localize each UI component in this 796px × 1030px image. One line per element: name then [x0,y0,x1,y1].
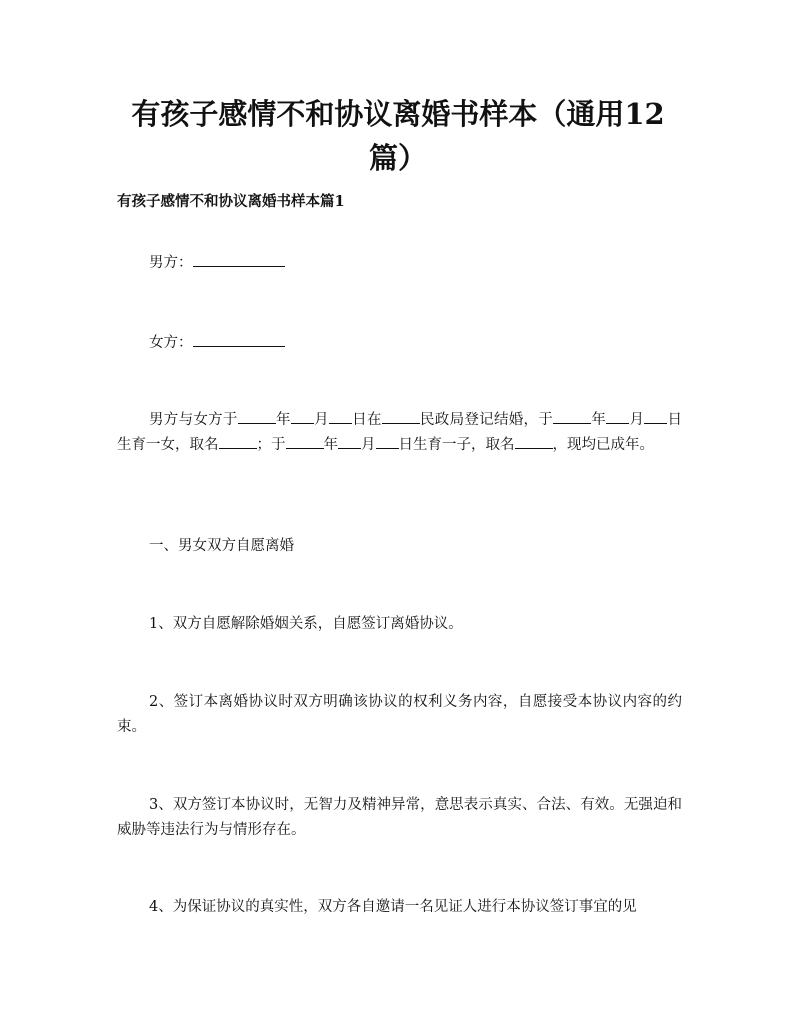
clause-1: 1、双方自愿解除婚姻关系，自愿签订离婚协议。 [149,616,463,632]
blank [329,409,352,424]
blank [376,434,399,449]
marriage-text: 日生育一女，取名 [117,412,683,453]
blank [338,434,361,449]
marriage-text: 月 [361,437,376,453]
blank [553,409,591,424]
female-label: 女方： [149,335,193,351]
male-name-blank [193,252,285,267]
marriage-text: 男方与女方于 [149,412,238,428]
blank [515,434,553,449]
blank [219,434,257,449]
document-title: 有孩子感情不和协议离婚书样本（通用12篇） [131,97,665,175]
blank [286,434,324,449]
marriage-paragraph [117,408,682,458]
marriage-text: 日生育一子，取名 [398,437,515,453]
marriage-text: ；于 [256,437,286,453]
marriage-text: 民政局登记结婚，于 [419,412,554,428]
marriage-text: 年 [275,412,291,428]
clause-4: 4、为保证协议的真实性，双方各自邀请一名见证人进行本协议签订事宜的见 [149,899,637,915]
marriage-text: 日在 [351,412,382,428]
clause-3: 3、双方签订本协议时，无智力及精神异常，意思表示真实、合法、有效。无强迫和威胁等违法行为与情形存在。 [117,797,682,838]
marriage-text: 年 [591,412,607,428]
blank [382,409,420,424]
blank [606,409,629,424]
blank [644,409,667,424]
marriage-text: 月 [313,412,329,428]
document-subtitle: 有孩子感情不和协议离婚书样本篇1 [117,193,345,210]
marriage-text: 月 [629,412,645,428]
female-field-row [149,332,285,353]
clause-2: 2、签订本离婚协议时双方明确该协议的权利义务内容，自愿接受本协议内容的约束。 [117,694,682,735]
female-name-blank [193,332,285,347]
blank [291,409,314,424]
male-field-row [149,252,285,273]
marriage-text: 年 [323,437,338,453]
male-label: 男方： [149,255,193,271]
marriage-text: ，现均已成年。 [552,437,654,453]
blank [238,409,276,424]
section-heading: 一、男女双方自愿离婚 [149,538,294,554]
